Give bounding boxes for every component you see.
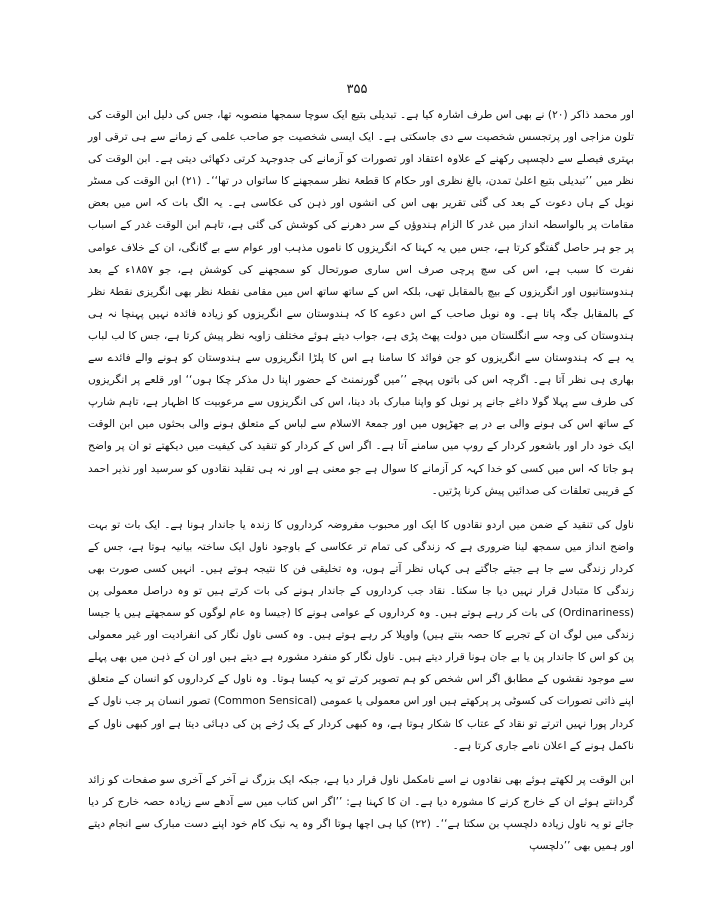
paragraph-2: ناول کی تنقید کے ضمن میں اردو نقادوں کا ایک اور محبوب مفروضہ کرداروں کا زندہ یا جاندار ہونا ہے۔ ایک بات تو بہت واضح انداز میں سمجھ لینا ضروری ہے کہ زندگی کی تمام تر عکاسی کے باوجود ناول ایک ساختہ بیانیہ ہوتا ہے، جس کے کردار زندگی سے جا ہے جیتے جاگتے ہی کہاں نظر آتے ہوں، وہ تخلیقی فن کا نتیجہ ہوتے ہیں۔ انہیں کسی صورت بھی زندگی کا متبادل قرار نہیں دیا جا سکتا۔ نقاد جب کرداروں کے جاندار ہونے کی بات کرتے ہیں تو وہ دراصل معمولی پن (Ordinariness) کی بات کر رہے ہوتے ہیں۔ وہ کرداروں کے عوامی ہونے کا (جیسا وہ عام لوگوں کو سمجھتے ہیں یا جیسا زندگی میں لوگ ان کے تجربے کا حصہ بنتے ہیں) واویلا کر رہے ہوتے ہیں۔ وہ کسی ناول نگار کی انفرادیت اور غیر معمولی پن کو اس کا جاندار پن یا بے جان ہونا قرار دیتے ہیں۔ ناول نگار کو منفرد مشورہ ہے دیتے ہیں اور ان کے ذہن میں بھی پہلے سے موجود نقشوں کے مطابق اگر اس شخص کو ہم تصویر کرتے تو یہ کیسا ہوتا۔ وہ ناول کے کرداروں کو انسان کے متعلق اپنے ذاتی تصورات کی کسوٹی پر پرکھتے ہیں اور اس معمولی یا عمومی (Common Sensical) تصور انسان پر جب ناول کے کردار پورا نہیں اترتے تو نقاد کے عتاب کا شکار ہوتا ہے، وہ کبھی کردار کے یک رُخے پن کی دہائی دیتا ہے اور کبھی ناول کے ناکمل ہونے کے اعلان نامے جاری کرتا ہے۔ (88, 518, 634, 752)
page-number: ۳۵۵ (346, 82, 368, 97)
body-text (88, 104, 634, 857)
paragraph-1: اور محمد ذاکر (۲۰) نے بھی اس طرف اشارہ کیا ہے۔ تبدیلی بتیع ایک سوچا سمجھا منصوبہ تھا، جس کی دلیل ابن الوقت کی تلون مزاجی اور پرتجسس شخصیت سے دی جاسکتی ہے۔ ایک ایسی شخصیت جو صاحب علمی کے زمانے سے ہی ترقی اور بہتری فیصلے سے دلچسپی رکھنے کے علاوہ اعتقاد اور تصورات کو آزمانے کی جدوجہد کرتی دکھائی دیتی ہے۔ ابن الوقت کی نظر میں ’’تبدیلی بتیع اعلیٰ تمدن، بالغ نظری اور حکام کا قطعۂ نظر سمجھنے کا ساتواں در تھا‘‘۔ (۲۱) ابن الوقت کی مسٹر نوبل کے ہاں دعوت کے بعد کی گئی تقریر بھی اس کی انشوں اور ذہن کی عکاسی ہے۔ یہ الگ بات کہ اس میں بعض مقامات پر بالواسطہ انداز میں غدر کا الزام ہندوؤں کے سر دھرنے کی کوشش کی گئی ہے، تاہم ابن الوقت غدر کے اسباب پر جو ہر حاصل گفتگو کرتا ہے، جس میں یہ کہنا کہ انگریزوں کا ناموں مذہب اور عوام سے بے گانگی، ان کے خلاف عوامی نفرت کا سبب ہے، اس کی سچ پرچی صرف اس ساری صورتحال کو سمجھنے کی کوشش ہے، جو ۱۸۵۷ء کے بعد ہندوستانیوں اور انگریزوں کے بیچ بالمقابل تھی، بلکہ اس کے ساتھ ساتھ اس میں مقامی نقطۂ نظر بھی انگریزی نقطۂ نظر کے بالمقابل جگہ پاتا ہے۔ وہ نوبل صاحب کے اس دعوے کا کہ ہندوستان سے انگریزوں کو زیادہ فائدہ نہیں پہنچا نہ ہی ہندوستان کی وجہ سے انگلستان میں دولت پھٹ پڑی ہے، جواب دیتے ہوئے مختلف زاویہ نظر پیش کرتا ہے، جس کا لب لباب یہ ہے کہ ہندوستان سے انگریزوں کو جن فوائد کا سامنا ہے اس کا پلڑا انگریزوں سے ہندوستان کو ہونے والے فائدے سے بھاری ہی نظر آتا ہے۔ اگرچہ اس کی باتوں پہچے ’’میں گورنمنٹ کے حضور اپنا دل مذکر چکا ہوں‘‘ اور قلعے پر انگریزوں کی طرف سے پہلا گولا داغے جانے پر نوبل کو واپنا مبارک باد دینا، اس کی انگریزوں سے مرعوبیت کا اظہار ہے، تاہم شارپ کے ساتھ اس کی ہونے والی بے در پے جھڑپوں میں اور جمعۃ الاسلام سے لباس کے متعلق ہونے والی بحثوں میں ابن الوقت ایک خود دار اور باشعور کردار کے روپ میں سامنے آتا ہے۔ اگر اس کے کردار کو تنقید کی کیفیت میں دیکھتے تو ان پر واضح ہو جاتا کہ اس میں کسی کو خدا کہہ کر آزمانے کا سوال ہے جو معنی ہے اور نہ ہی تقلید نقادوں کو سرسید اور نذیر احمد کے قریبی تعلقات کی صدائیں پیش کرنا پڑتیں۔ (88, 109, 634, 497)
paragraph-3: ابن الوقت پر لکھتے ہوئے بھی نقادوں نے اسے نامکمل ناول قرار دیا ہے، جبکہ ایک بزرگ نے آخر کے آخری سو صفحات کو زائد گردانتے ہوئے ان کے خارج کرنے کا مشورہ دیا ہے۔ ان کا کہنا ہے: ’’اگر اس کتاب میں سے آدھے سے زیادہ حصہ خارج کر دیا جائے تو یہ ناول زیادہ دلچسپ بن سکتا ہے‘‘۔ (۲۲) کیا ہی اچھا ہوتا اگر وہ یہ نیک کام خود اپنے دست مبارک سے انجام دیتے اور ہمیں بھی ’’دلچسپ (88, 773, 634, 852)
